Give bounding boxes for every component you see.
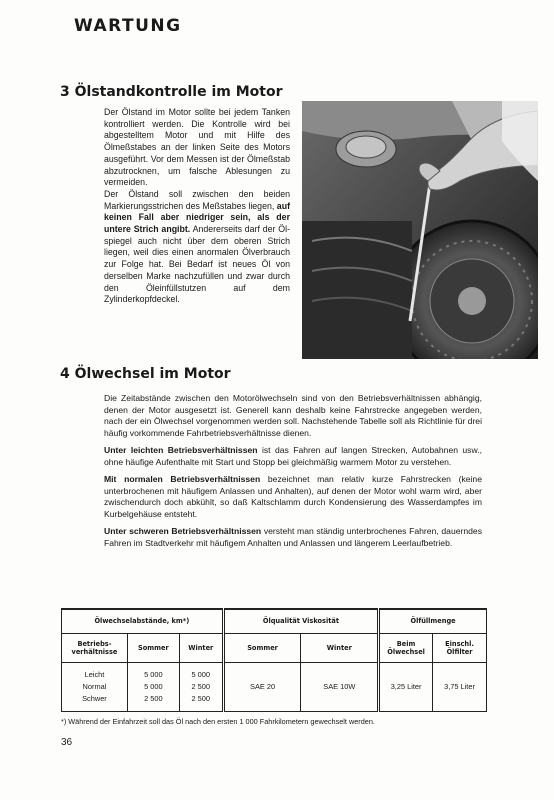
section-4-p3-rest: bezeichnet man relativ kurze Fahrstrecken (keine unterbrochenen mit häufigem Anlassen und Anhalten), auf denen der Motor wohl warm wird, aber zwischendurch doch abkühlt, so daß Kaltschlamm durch Kondensierung des Wasserdampfes im Kurbelgehäuse entsteht.: [104, 474, 482, 519]
section-4-p2-bold: Unter leichten Betriebsverhältnissen: [104, 445, 258, 455]
header-summer-km: Sommer: [127, 633, 179, 662]
section-4-paragraph-3: [104, 474, 482, 520]
header-conditions: Betriebsverhältnisse: [62, 633, 128, 662]
section-4-paragraph-4: [104, 526, 482, 549]
engine-dipstick-photo: [302, 101, 538, 359]
section-3-p2-end: Andererseits darf der Ölspiegel auch nicht über dem oberen Strich liegen, weil dies einen anormalen Ölverbrauch zur Folge hat. Bei Bedarf ist neues Öl von derselben Marke nachzufüllen und zwar durch den Öleinfüllstutzen auf dem Zylinderkopfdeckel.: [104, 224, 290, 305]
winter-km-normal: 2 500: [191, 681, 210, 691]
conditions-cell: [62, 662, 128, 711]
visc-winter-cell: SAE 10W: [301, 662, 379, 711]
footnote: *) Während der Einfahrzeit soll das Öl nach den ersten 1 000 Fahrkilometern gewechselt werden.: [61, 717, 375, 726]
fill-change-cell: 3,25 Liter: [379, 662, 433, 711]
section-4-text: [104, 393, 482, 555]
header-oil-capacity: Ölfüllmenge: [379, 609, 487, 633]
section-3-p2-start: Der Ölstand soll zwischen den beiden Markierungsstrichen des Meßstabes liegen,: [104, 188, 290, 211]
condition-normal: Normal: [82, 681, 107, 691]
page-header: WARTUNG: [74, 16, 182, 36]
summer-km-normal: 5 000: [144, 681, 163, 691]
page-number: 36: [61, 737, 73, 748]
section-4-p4-rest: versteht man ständig unterbrochenes Fahren, dauerndes Fahren im Stadtverkehr mit häufigem Anhalten und Anlassen und längerem Leerlaufbetrieb.: [104, 526, 482, 548]
winter-km-cell: [179, 662, 223, 711]
summer-km-heavy: 2 500: [144, 693, 163, 703]
header-oil-quality: Ölqualität Viskosität: [223, 609, 378, 633]
oil-change-table: [61, 608, 487, 712]
section-3-heading: 3 Ölstandkontrolle im Motor: [60, 84, 283, 100]
section-3-paragraph-2: [104, 189, 290, 306]
table-row: [62, 662, 487, 711]
section-3-text: [104, 107, 290, 306]
header-fill-change: Beim Ölwechsel: [379, 633, 433, 662]
header-fill-filter: Einschl. Ölfilter: [433, 633, 487, 662]
section-4-paragraph-2: [104, 445, 482, 468]
section-4-p4-bold: Unter schweren Betriebsverhältnissen: [104, 526, 262, 536]
header-oil-change-intervals: Ölwechselabstände, km*): [62, 609, 224, 633]
fill-filter-cell: 3,75 Liter: [433, 662, 487, 711]
summer-km-cell: [127, 662, 179, 711]
table-group-header-row: [62, 609, 487, 633]
summer-km-light: 5 000: [144, 669, 163, 679]
section-4-paragraph-1: Die Zeitabstände zwischen den Motorölwechseln sind von den Betriebsverhältnissen abhängig, denen der Motor ausgesetzt ist. Generell kann deshalb keine Fahrstrecke angegeben werden, nach der ein Ölwechsel vorgenommen werden soll. Nachstehende Tabelle soll als Richtlinie für drei häufig vorkommende Fahrbetriebsverhältnisse dienen.: [104, 393, 482, 438]
section-4-p2-rest: ist das Fahren auf langen Strecken, Autobahnen usw., ohne häufige Aufenthalte mit Start und Stopp bei gleichmäßig warmem Motor zu verstehen.: [104, 445, 482, 467]
section-4-p3-bold: Mit normalen Betriebsverhältnissen: [104, 474, 261, 484]
section-3-p2-bold: auf keinen Fall aber niedriger sein, als der untere Strich angibt.: [104, 200, 290, 235]
condition-heavy: Schwer: [82, 693, 107, 703]
section-3-paragraph-1: Der Ölstand im Motor sollte bei jedem Tanken kontrolliert werden. Die Kontrolle wird bei abgestelltem Motor und mit Hilfe des Ölmeßstabes an der linken Seite des Motors ausgeführt. Vor dem Messen ist der Ölmeßstab abzutrocknen, um falsche Ablesungen zu vermeiden.: [104, 107, 290, 188]
header-winter-km: Winter: [179, 633, 223, 662]
condition-light: Leicht: [84, 669, 105, 679]
engine-photo-illustration: [302, 101, 538, 359]
section-4-heading: 4 Ölwechsel im Motor: [60, 366, 231, 382]
winter-km-heavy: 2 500: [191, 693, 210, 703]
header-visc-winter: Winter: [301, 633, 379, 662]
table-subheader-row: [62, 633, 487, 662]
visc-summer-cell: SAE 20: [223, 662, 301, 711]
winter-km-light: 5 000: [191, 669, 210, 679]
header-visc-summer: Sommer: [223, 633, 301, 662]
